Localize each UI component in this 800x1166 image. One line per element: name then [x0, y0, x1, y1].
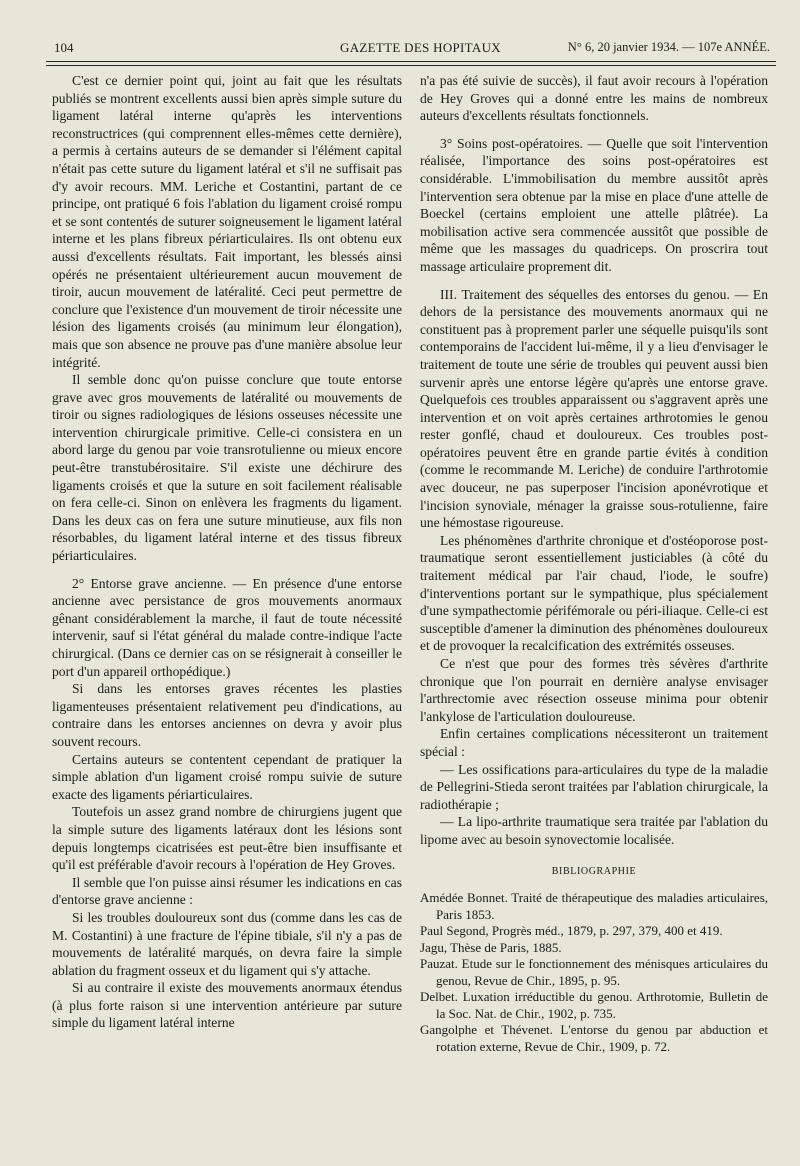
bibliography-entry: Amédée Bonnet. Traité de thérapeutique des maladies articulaires, Paris 1853.: [420, 890, 768, 922]
issue-info: N° 6, 20 janvier 1934. — 107e ANNÉE.: [567, 40, 770, 54]
paragraph: 3° Soins post-opératoires. — Quelle que soit l'intervention réalisée, l'importance des soins post-opératoires est considérable. L'immobilisation du membre aussitôt après l'intervention sera obtenue par la mise en place d'une attelle de Boeckel (certains emploient une attelle plâtrée). La mobilisation active sera commencée aussitôt que possible de même que les massages du quadriceps. On proscrira tout massage articulaire proprement dit.: [420, 135, 768, 274]
paragraph: Il semble donc qu'on puisse conclure que toute entorse grave avec gros mouvements de latéralité ou mouvements de tiroir ou signes radiologiques de lésions osseuses nécessite une intervention chirurgicale primitive. Celle-ci consistera en un abord large du genou par voie transrotulienne ou mieux encore peut-être transtubérositaire. S'il existe une déchirure des ligaments croisés et que la suture en soit facilement réalisable on fera celle-ci. Sinon on enlèvera les fragments du ligament. Dans les deux cas on fera une suture minutieuse, aux fils non résorbables, du ligament latéral interne et des tissus fibreux périarticulaires.: [52, 372, 402, 564]
paragraph: Certains auteurs se contentent cependant de pratiquer la simple ablation d'un ligament croisé rompu suivie de suture exacte des ligaments périarticulaires.: [52, 751, 402, 802]
right-column: [420, 72, 768, 1055]
paragraph: Enfin certaines complications nécessiteront un traitement spécial :: [420, 726, 768, 759]
paragraph: Si au contraire il existe des mouvements anormaux étendus (à plus forte raison si une intervention antérieure par suture simple du ligament latéral interne: [52, 980, 402, 1031]
paragraph: 2° Entorse grave ancienne. — En présence d'une entorse ancienne avec persistance de gros mouvements anormaux gênant considérablement la marche, il faut de toute nécessité intervenir, sauf si l'état général du malade contre-indique l'acte chirurgical. (Dans ce dernier cas on se résignerait à conseiller le port d'un appareil orthopédique.): [52, 575, 402, 679]
paragraph: Les phénomènes d'arthrite chronique et d'ostéoporose post-traumatique seront essentiellement justiciables (à côté du traitement médical par l'air chaud, l'iode, le soufre) d'interventions portant sur le sympathique, plus spécialement d'une sympathectomie périfémorale ou péri-iliaque. Celle-ci est susceptible d'amener la diminution des phénomènes douloureux et de provoquer la recalcification des extrémités osseuses.: [420, 532, 768, 654]
journal-title: GAZETTE DES HOPITAUX: [340, 40, 501, 55]
section-heading-paragraph: III. Traitement des séquelles des entorses du genou. — En dehors de la persistance des mouvements anormaux qui ne constituent pas à proprement parler une séquelle puisqu'ils sont contemporains de l'accident lui-même, il y a lieu d'envisager le traitement de toute une série de troubles qui peuvent aussi bien survenir après une entorse légère qu'après une entorse grave. Quelquefois ces troubles apparaissent ou s'aggravent après une intervention et on voit après certaines arthrotomies le genou rester gonflé, chaud et douloureux. Ces troubles post-opératoires peuvent être en grande partie évités à condition (comme le recommande M. Leriche) de conduire l'arthrotomie avec douceur, ne pas superposer l'incision aponévrotique et l'incision synoviale, ménager la graisse sous-rotulienne, faire une hémostase rigoureuse.: [420, 286, 768, 531]
bibliography-entry: Gangolphe et Thévenet. L'entorse du genou par abduction et rotation externe, Revue de Chir., 1909, p. 72.: [420, 1022, 768, 1054]
bibliography-title: BIBLIOGRAPHIE: [551, 865, 637, 877]
header-rule-top: [46, 61, 776, 62]
paragraph: C'est ce dernier point qui, joint au fait que les résultats publiés se montrent excellents aussi bien après simple suture du ligament latéral interne qu'après les interventions reconstructrices (qui comprennent elles-mêmes cette dernière), a permis à certains auteurs de se demander si l'élément capital n'était pas cette suture du ligament latéral et s'il ne suffisait pas d'y avoir recours. MM. Leriche et Costantini, partant de ce principe, ont pratiqué 6 fois l'ablation du ligament croisé rompu et se sont contentés de suturer soigneusement le ligament latéral interne et les plans fibreux périarticulaires. Ils ont obtenu eux aussi d'excellents résultats. Fait important, les blessés ainsi opérés ne présentaient ultérieurement aucun mouvement de tiroir, aucun mouvement de latéralité. Ceci peut permettre de conclure que l'existence d'un mouvement de tiroir nécessite une lésion des ligaments croisés (au minimum leur élongation), mais que son absence ne prouve pas d'une manière absolue leur intégrité.: [52, 73, 402, 370]
running-header: [40, 38, 770, 58]
bibliography-entry: Delbet. Luxation irréductible du genou. Arthrotomie, Bulletin de la Soc. Nat. de Chir., 1902, p. 735.: [420, 989, 768, 1021]
page-number: 104: [54, 40, 74, 55]
paragraph: Si les troubles douloureux sont dus (comme dans les cas de M. Costantini) à une fracture de l'épine tibiale, s'il n'y a pas de mouvements de latéralité marqués, on devra faire la simple ablation du fragment osseux et du ligament qui s'y attache.: [52, 909, 402, 978]
header-rule-bottom: [46, 65, 776, 66]
paragraph: n'a pas été suivie de succès), il faut avoir recours à l'opération de Hey Groves qui a donné entre les mains de nombreux auteurs d'excellents résultats fonctionnels.: [420, 73, 768, 124]
paragraph: Ce n'est que pour des formes très sévères d'arthrite chronique que l'on pourrait en dernière analyse envisager l'arthrectomie avec résection osseuse minima pour obtenir l'ankylose de l'articulation douloureuse.: [420, 656, 768, 724]
paragraph: Il semble que l'on puisse ainsi résumer les indications en cas d'entorse grave ancienne :: [52, 874, 402, 908]
paragraph: Toutefois un assez grand nombre de chirurgiens jugent que la simple suture des ligaments latéraux dont les lésions sont depuis longtemps cicatrisées est peut-être bien insuffisante et qu'il est préférable d'avoir recours à l'opération de Hey Groves.: [52, 804, 402, 873]
paragraph: — La lipo-arthrite traumatique sera traitée par l'ablation du lipome avec au besoin synovectomie localisée.: [420, 814, 768, 847]
bibliography-entry: Paul Segond, Progrès méd., 1879, p. 297, 379, 400 et 419.: [420, 923, 723, 939]
bibliography-entry: Jagu, Thèse de Paris, 1885.: [420, 939, 562, 955]
paragraph: — Les ossifications para-articulaires du type de la maladie de Pellegrini-Stieda seront traitées par l'ablation chirurgicale, la radiothérapie ;: [420, 761, 768, 812]
bibliography-entry: Pauzat. Etude sur le fonctionnement des ménisques articulaires du genou, Revue de Chir., 1895, p. 95.: [420, 956, 768, 988]
bibliography: [420, 890, 768, 1055]
left-column: [52, 72, 402, 1032]
paragraph: Si dans les entorses graves récentes les plasties ligamenteuses présentaient relativement peu d'indications, au contraire dans les entorses anciennes on devra y avoir plus souvent recours.: [52, 681, 402, 749]
